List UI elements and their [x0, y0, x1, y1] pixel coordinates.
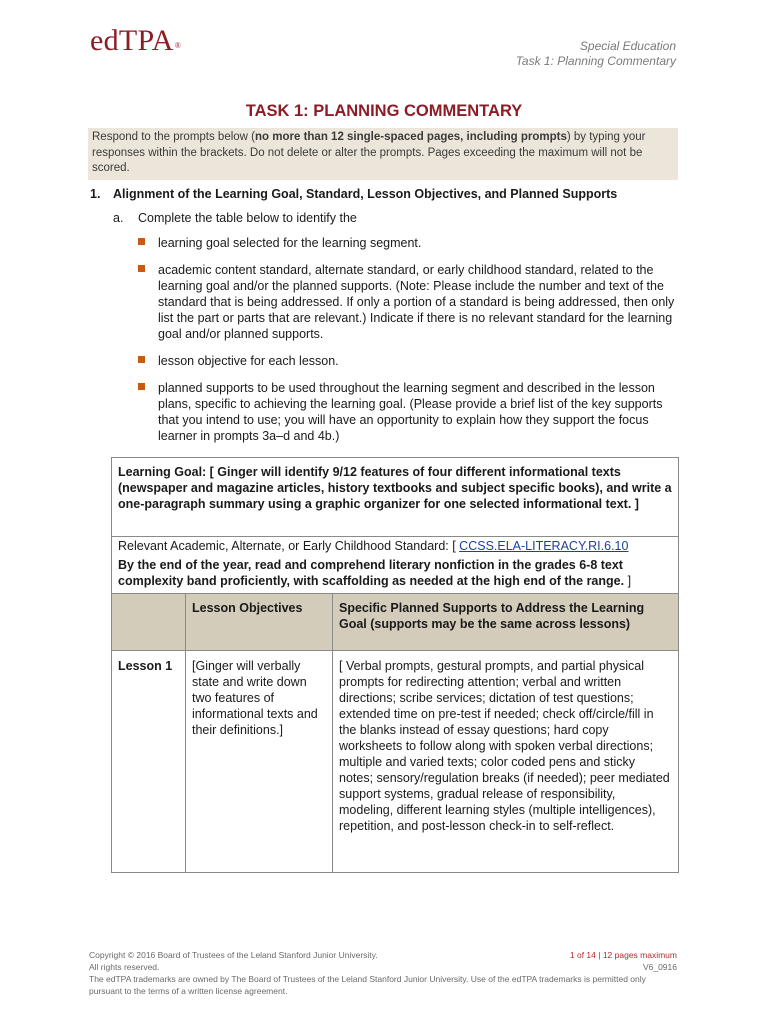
prompt-bullet-list: [136, 235, 681, 455]
square-bullet-icon: [138, 265, 145, 272]
standard-label: Relevant Academic, Alternate, or Early Childhood Standard: [: [118, 539, 460, 553]
instructions-bold: no more than 12 single-spaced pages, including prompts: [255, 131, 567, 143]
square-bullet-icon: [138, 383, 145, 390]
footer-trademark: The edTPA trademarks are owned by The Board of Trustees of the Leland Stanford Junior University. Use of the edTPA trademarks is permitted only pursuant to the terms of a written license agreement.: [89, 974, 646, 996]
list-item: [136, 380, 681, 444]
standard-text: By the end of the year, read and comprehend literary nonfiction in the grades 6-8 text complexity band proficiently, with scaffolding as needed at the high end of the range.: [118, 558, 625, 588]
lesson-objective-cell[interactable]: [Ginger will verbally state and write down two features of informational texts and their definitions.]: [186, 651, 333, 873]
list-item: [136, 262, 681, 342]
header-subject: Special Education: [579, 39, 676, 53]
column-header-supports: Specific Planned Supports to Address the Learning Goal (supports may be the same across lessons): [333, 594, 679, 651]
table-header-row: [112, 594, 679, 651]
footer-rights: All rights reserved.: [89, 962, 160, 972]
document-header: [516, 39, 676, 69]
instructions-note: [88, 128, 678, 180]
square-bullet-icon: [138, 238, 145, 245]
table-row: [112, 651, 679, 873]
section-title: Alignment of the Learning Goal, Standard, Lesson Objectives, and Planned Supports: [113, 187, 618, 201]
learning-goal-cell[interactable]: Learning Goal: [ Ginger will identify 9/12 features of four different informational texts (newspaper and magazine articles, history textbooks and subject specific books), and write a one-paragraph summary using a graphic organizer for one selected informational text. ]: [112, 458, 679, 537]
footer-page-info: [570, 949, 677, 973]
bullet-text: lesson objective for each lesson.: [158, 354, 339, 368]
list-item: [136, 235, 681, 251]
table-row: [112, 537, 679, 594]
footer-copyright: Copyright © 2016 Board of Trustees of the Leland Stanford Junior University.: [89, 950, 378, 960]
header-task-label: Task 1: Planning Commentary: [515, 54, 676, 68]
subsection-a: [113, 211, 357, 225]
bullet-text: academic content standard, alternate standard, or early childhood standard, related to the learning goal and/or the planned supports. (Note: Please include the number and text of the standard that is being addressed. If only a portion of a standard is being addressed, then only list the part or parts that are relevant.) Indicate if there is no relevant standard for the learning goal and/or planned supports.: [158, 263, 675, 341]
list-item: [136, 353, 681, 369]
page-number: 1 of 14 | 12 pages maximum: [569, 950, 677, 960]
bullet-text: planned supports to be used throughout the learning segment and described in the lesson plans, specific to achieving the learning goal. (Please provide a brief list of the key supports that you intend to use; you will have an opportunity to explain how they support the focus learner in prompts 3a–d and 4b.): [158, 381, 663, 443]
logo-registered-mark: ®: [174, 41, 182, 50]
section-number: 1.: [90, 187, 101, 201]
instructions-part2: ) by typing your responses within the brackets. Do not delete or alter the prompts. Pages exceeding the maximum will not be scored.: [92, 131, 646, 174]
version-label: V6_0916: [642, 962, 677, 972]
square-bullet-icon: [138, 356, 145, 363]
subsection-text: Complete the table below to identify the: [138, 211, 357, 225]
standard-link[interactable]: CCSS.ELA-LITERACY.RI.6.10: [459, 539, 629, 553]
logo-text: edTPA: [90, 24, 174, 57]
edtpa-logo: [90, 24, 181, 58]
section-heading: [90, 187, 690, 201]
header-cell-empty: [112, 594, 186, 651]
lesson-supports-cell[interactable]: [ Verbal prompts, gestural prompts, and partial physical prompts for redirecting attention; verbal and written directions; scribe services; dictation of test questions; extended time on pre-test if needed; check off/circle/fill in the blanks instead of essay questions; hard copy worksheets to follow along with spoken verbal directions; multiple and varied texts; color coded pens and sticky notes; sensory/regulation breaks (if needed); peer mediated support systems, gradual release of responsibility, modeling, different learning styles (multiple intelligences), repetition, and post-lesson check-in to self-reflect.: [333, 651, 679, 873]
column-header-objectives: Lesson Objectives: [186, 594, 333, 651]
lesson-label: Lesson 1: [112, 651, 186, 873]
subsection-letter: a.: [113, 211, 124, 225]
page-title: TASK 1: PLANNING COMMENTARY: [245, 102, 523, 120]
bullet-text: learning goal selected for the learning segment.: [158, 236, 422, 250]
table-row: [112, 458, 679, 537]
standard-close-bracket: ]: [624, 574, 632, 588]
planning-table: [111, 457, 679, 873]
standard-cell[interactable]: [112, 537, 679, 594]
instructions-part1: Respond to the prompts below (: [92, 131, 256, 143]
